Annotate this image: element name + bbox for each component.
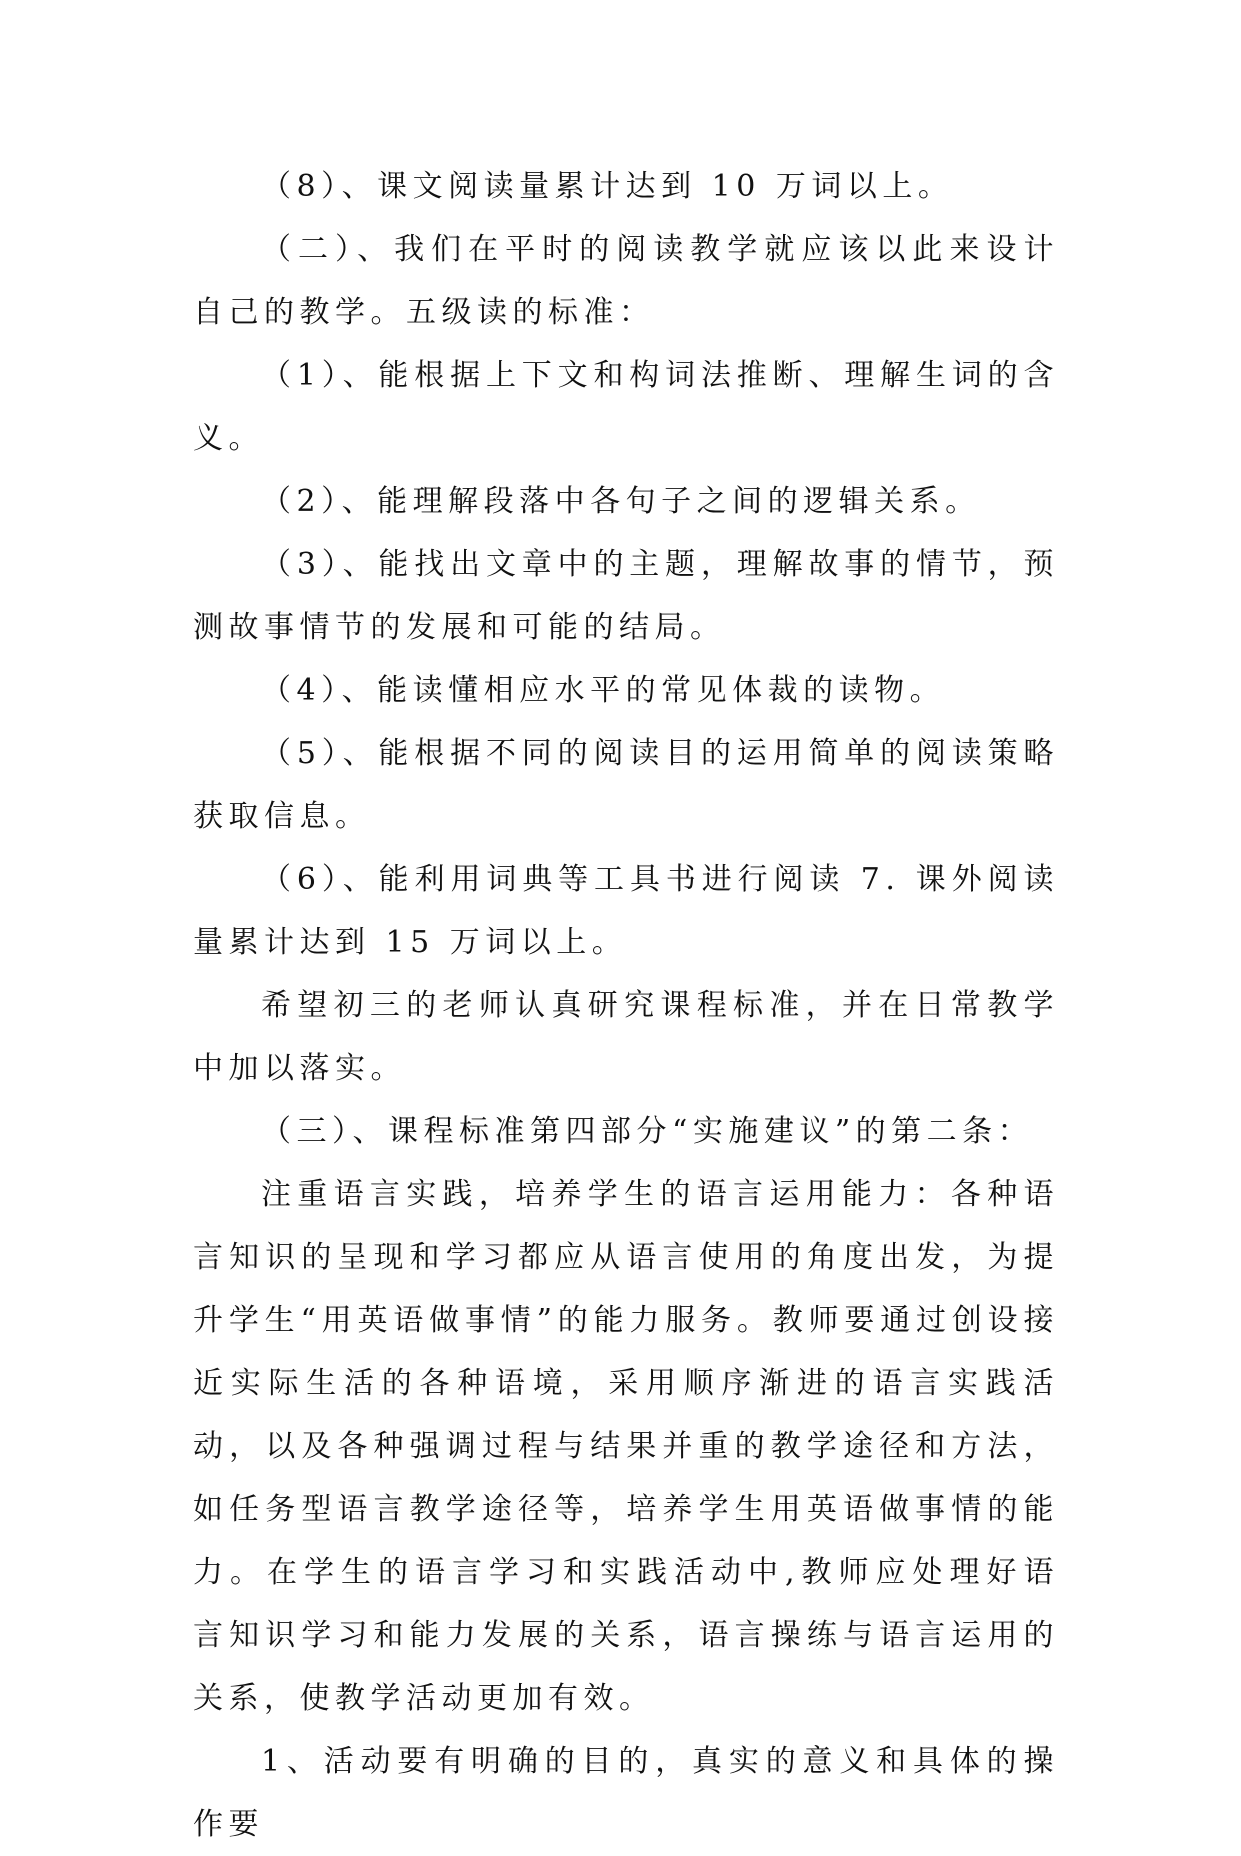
document-body bbox=[193, 155, 1059, 1856]
paragraph-item-1: （1）、能根据上下文和构词法推断、理解生词的含义。 bbox=[193, 358, 1059, 456]
paragraph-hope: 希望初三的老师认真研究课程标准，并在日常教学中加以落实。 bbox=[193, 988, 1059, 1086]
paragraph-reading-volume: （8）、课文阅读量累计达到 10 万词以上。 bbox=[261, 169, 954, 204]
paragraph-section-three: （三）、课程标准第四部分“实施建议”的第二条： bbox=[261, 1114, 1034, 1149]
paragraph-item-5: （5）、能根据不同的阅读目的运用简单的阅读策略获取信息。 bbox=[193, 736, 1059, 834]
paragraph-item-6: （6）、能利用词典等工具书进行阅读 7. 课外阅读量累计达到 15 万词以上。 bbox=[193, 862, 1059, 960]
paragraph-language-practice: 注重语言实践，培养学生的语言运用能力：各种语言知识的呈现和学习都应从语言使用的角度出发，为提升学生“用英语做事情”的能力服务。教师要通过创设接近实际生活的各种语境，采用顺序渐进的语言实践活动，以及各种强调过程与结果并重的教学途径和方法，如任务型语言教学途径等，培养学生用英语做事情的能力。在学生的语言学习和实践活动中,教师应处理好语言知识学习和能力发展的关系，语言操练与语言运用的关系，使教学活动更加有效。 bbox=[193, 1177, 1059, 1716]
paragraph-item-3: （3）、能找出文章中的主题，理解故事的情节，预测故事情节的发展和可能的结局。 bbox=[193, 547, 1059, 645]
paragraph-section-two: （二）、我们在平时的阅读教学就应该以此来设计自己的教学。五级读的标准： bbox=[193, 232, 1059, 330]
paragraph-item-4: （4）、能读懂相应水平的常见体裁的读物。 bbox=[261, 673, 946, 708]
paragraph-activity-1: 1、活动要有明确的目的，真实的意义和具体的操作要 bbox=[193, 1744, 1059, 1842]
paragraph-item-2: （2）、能理解段落中各句子之间的逻辑关系。 bbox=[261, 484, 981, 519]
